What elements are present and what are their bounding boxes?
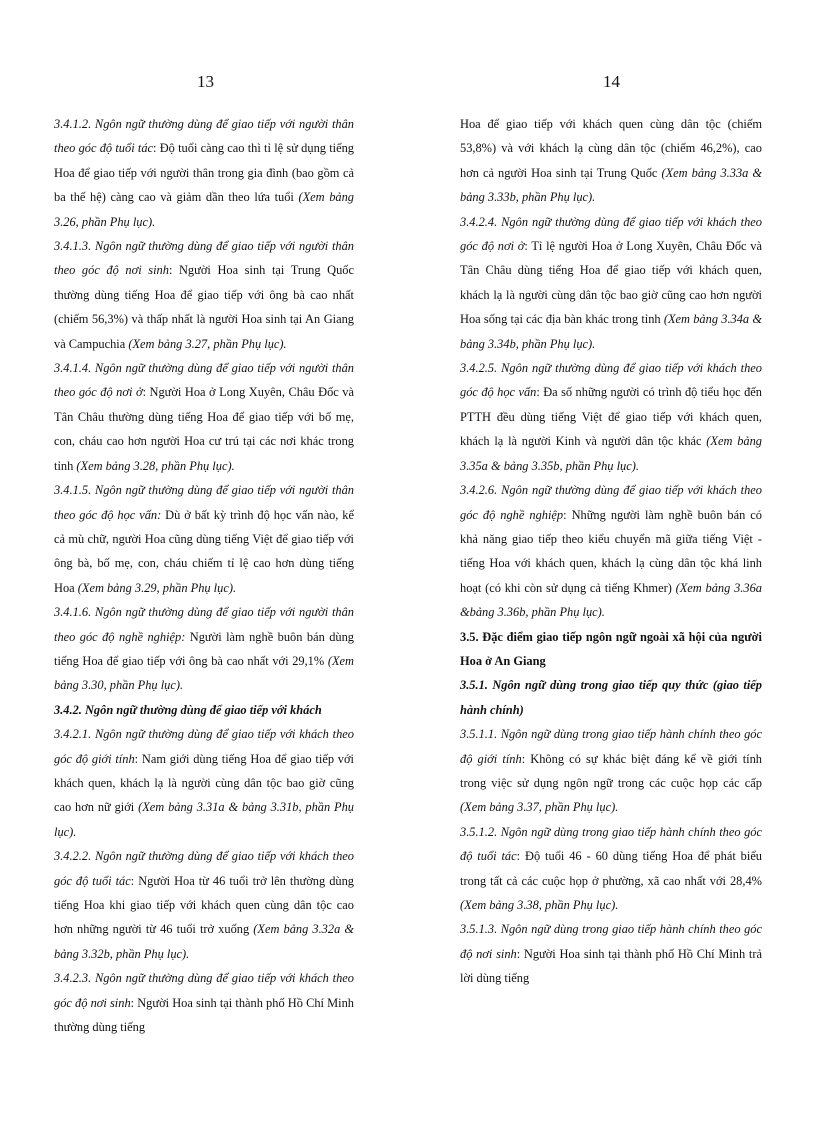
paragraph-text: Dù ở bất kỳ trình độ học vấn nào, kể cả mù chữ, người Hoa cũng dùng tiếng Việt để giao tiếp với ông bà, bố mẹ, con, cháu chiếm tỉ lệ cao hơn dùng tiếng Hoa [54,507,354,595]
table-reference: (Xem bảng 3.31a & bảng 3.31b, phần Phụ lục). [54,800,354,839]
paragraph [460,820,762,918]
paragraph-label: 3.4.1.5. Ngôn ngữ thường dùng để giao tiếp với người thân theo góc độ học vấn: [54,483,354,522]
table-reference: (Xem bảng 3.37, phần Phụ lục). [460,800,619,815]
paragraph [460,210,762,356]
table-reference: (Xem bảng 3.34a & bảng 3.34b, phần Phụ lục). [460,312,762,351]
paragraph-text: : Không có sự khác biệt đáng kể về giới tính trong việc sử dụng ngôn ngữ trong các cuộc họp các cấp [460,751,763,790]
paragraph-text: : Người Hoa sinh tại thành phố Hồ Chí Minh thường dùng tiếng [54,995,354,1035]
paragraph [54,722,354,844]
paragraph [54,844,354,966]
table-reference: (Xem bảng 3.29, phần Phụ lục). [77,580,237,595]
paragraph-label: 3.4.2.5. Ngôn ngữ thường dùng để giao tiếp với khách theo góc độ học vấn [460,361,762,400]
paragraph-label: 3.4.2.4. Ngôn ngữ thường dùng để giao tiếp với khách theo góc độ nơi ở [460,214,762,254]
table-reference: (Xem bảng 3.38, phần Phụ lục). [460,898,619,912]
paragraph-text: : Tỉ lệ người Hoa ở Long Xuyên, Châu Đốc và Tân Châu dùng tiếng Hoa để giao tiếp với khách quen, khách lạ là người cùng dân tộc bao giờ cũng cao hơn người Hoa sống tại các địa bàn khác trong tỉnh [460,239,762,327]
table-reference: (Xem bảng 3.26, phần Phụ lục). [54,190,354,229]
table-reference: (Xem bảng 3.33a & bảng 3.33b, phần Phụ lục). [460,165,763,205]
paragraph [460,112,762,210]
paragraph [460,917,762,990]
paragraph-label: 3.4.1.3. Ngôn ngữ thường dùng để giao tiếp với người thân theo góc độ nơi sinh [54,239,354,278]
paragraph-label: 3.4.2.6. Ngôn ngữ thường dùng để giao tiếp với khách theo góc độ nghề nghiệp [460,483,762,522]
page-number-right: 14 [603,72,620,91]
section-heading: 3.5. Đặc điểm giao tiếp ngôn ngữ ngoài xã hội của người Hoa ở An Giang [460,629,762,668]
paragraph-text: : Người Hoa từ 46 tuổi trở lên thường dùng tiếng Hoa khi giao tiếp với khách quen cùng dân tộc cao hơn những người từ 46 tuổi trở xuống [54,873,354,937]
paragraph-label: 3.5.1.1. Ngôn ngữ dùng trong giao tiếp hành chính theo góc độ giới tính [460,727,762,766]
paragraph [54,234,354,356]
paragraph-label: 3.4.1.6. Ngôn ngữ thường dùng để giao tiếp với người thân theo góc độ nghề nghiệp: [54,605,354,644]
paragraph-label: 3.4.2.2. Ngôn ngữ thường dùng để giao tiếp với khách theo góc độ tuổi tác [54,849,354,888]
paragraph [54,966,354,1039]
paragraph [54,600,354,698]
table-reference: (Xem bảng 3.35a & bảng 3.35b, phần Phụ lục). [460,434,762,473]
paragraph-text: : Đa số những người có trình độ tiểu học đến PTTH đều dùng tiếng Việt để giao tiếp với khách quen, khách lạ là người Kinh và người dân tộc khác [460,385,762,449]
table-reference: (Xem bảng 3.27, phần Phụ lục). [128,336,287,351]
paragraph-label: 3.4.1.4. Ngôn ngữ thường dùng để giao tiếp với người thân theo góc độ nơi ở [54,361,354,400]
paragraph-text: : Những người làm nghề buôn bán có khả năng giao tiếp theo kiểu chuyển mã giữa tiếng Việt - tiếng Hoa với khách quen, khách lạ cùng dân tộc khá linh hoạt (có khi còn sử dụng cả tiếng Khmer) [460,507,762,595]
paragraph-text: : Người Hoa sinh tại Trung Quốc thường dùng tiếng Hoa để giao tiếp với ông bà cao nhất (chiếm 56,3%) và thấp nhất là người Hoa sinh tại An Giang và Campuchia [54,263,354,351]
table-reference: (Xem bảng 3.36a &bảng 3.36b, phần Phụ lục). [460,580,762,620]
paragraph-text: Hoa để giao tiếp với khách quen cùng dân tộc (chiếm 53,8%) và với khách lạ cùng dân tộc (chiếm 46,2%), cao hơn cả người Hoa sinh tại Trung Quốc [460,117,762,180]
table-reference: (Xem bảng 3.32a & bảng 3.32b, phần Phụ lục). [54,922,355,961]
paragraph-text: Người làm nghề buôn bán dùng tiếng Hoa để giao tiếp với ông bà cao nhất với 29,1% [54,629,354,668]
paragraph [460,356,762,478]
paragraph-text: : Nam giới dùng tiếng Hoa để giao tiếp với khách quen, khách lạ là người cùng dân tộc bao giờ cũng cao hơn nữ giới [54,751,354,815]
paragraph-label: 3.4.2.1. Ngôn ngữ thường dùng để giao tiếp với khách theo góc độ giới tính [54,727,354,766]
paragraph-label: 3.5.1.2. Ngôn ngữ dùng trong giao tiếp hành chính theo góc độ tuổi tác [460,824,762,864]
paragraph-text: : Người Hoa ở Long Xuyên, Châu Đốc và Tân Châu thường dùng tiếng Hoa để giao tiếp với bố mẹ, con, cháu cao hơn người Hoa cư trú tại các nơi khác trong tỉnh [54,385,354,473]
left-column [54,112,354,1039]
paragraph [460,478,762,624]
paragraph [54,356,354,478]
page-number-left: 13 [197,72,214,91]
paragraph-text: : Độ tuổi 46 - 60 dùng tiếng Hoa để phát biểu trong tất cả các cuộc họp ở phường, xã cao nhất với 28,4% [460,849,763,888]
right-column [460,112,762,991]
table-reference: (Xem bảng 3.30, phần Phụ lục). [54,653,354,693]
paragraph-label: 3.4.2.3. Ngôn ngữ thường dùng để giao tiếp với khách theo góc độ nơi sinh [54,971,354,1010]
paragraph-label: 3.4.1.2. Ngôn ngữ thường dùng để giao tiếp với người thân theo góc độ tuổi tác [54,117,354,156]
table-reference: (Xem bảng 3.28, phần Phụ lục). [76,458,235,473]
paragraph-text: : Độ tuổi càng cao thì tỉ lệ sử dụng tiếng Hoa để giao tiếp với người thân trong gia đình (bao gồm cả ba thế hệ) càng cao và giảm dần theo lứa tuổi [54,141,354,205]
paragraph-label: 3.5.1.3. Ngôn ngữ dùng trong giao tiếp hành chính theo góc độ nơi sinh [460,922,762,961]
paragraph [460,722,762,820]
section-heading: 3.5.1. Ngôn ngữ dùng trong giao tiếp quy thức (giao tiếp hành chính) [460,678,762,717]
paragraph [54,112,354,234]
section-heading: 3.4.2. Ngôn ngữ thường dùng để giao tiếp với khách [54,702,322,717]
paragraph-text: : Người Hoa sinh tại thành phố Hồ Chí Minh trả lời dùng tiếng [460,946,762,986]
paragraph [54,478,354,600]
